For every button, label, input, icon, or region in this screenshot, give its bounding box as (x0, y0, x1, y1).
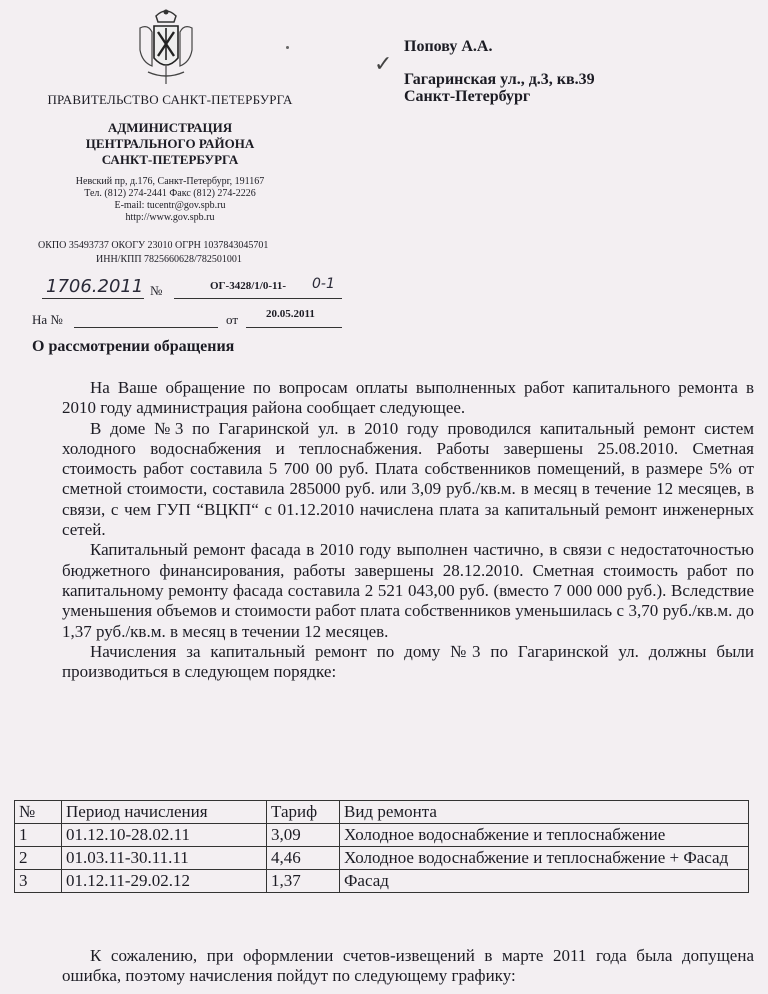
registration-line (32, 278, 342, 300)
codes-line-inn: ИНН/КПП 7825660628/782501001 (96, 254, 242, 265)
codes-line-okpo: ОКПО 35493737 ОКОГУ 23010 ОГРН 1037843045701 (38, 240, 269, 251)
sender-email: E-mail: tucentr@gov.spb.ru (114, 200, 226, 211)
cell-number: 1 (15, 824, 62, 847)
body-paragraph: Капитальный ремонт фасада в 2010 году выполнен частично, в связи с недостаточностью бюджетного финансирования, работы завершены 28.12.2010. Сметная стоимость работ по капитальному ремонту фасада составила 2 521 043,00 руб. (вместо 7 000 000 руб.). Вследствие уменьшения объемов и стоимости работ плата собственников уменьшилась с 3,70 руб./кв.м. до 1,37 руб./кв.м. в месяц в течении 12 месяцев. (62, 540, 754, 641)
addressee-city: Санкт-Петербург (404, 88, 531, 105)
addressee-street: Гагаринская ул., д.3, кв.39 (404, 71, 595, 88)
table-header-row (15, 801, 749, 824)
letter-footer (62, 946, 754, 987)
cell-repair-type: Холодное водоснабжение и теплоснабжение (340, 824, 749, 847)
body-paragraph: В доме №3 по Гагаринской ул. в 2010 году проводился капитальный ремонт систем холодного водоснабжения и теплоснабжения. Работы завершены 25.08.2010. Сметная стоимость работ составила 5 700 00 руб. Плата собственников помещений, в размере 5% от сметной стоимости, составила 285000 руб. или 3,09 руб./кв.м. в месяц в течение 12 месяцев, в связи, с чем ГУП “ВЦКП“ с 01.12.2010 начислена плата за капитальный ремонт инженерных сетей. (62, 418, 754, 540)
letter-body (62, 378, 754, 682)
table-row (15, 870, 749, 893)
cell-number: 3 (15, 870, 62, 893)
coat-of-arms-emblem (134, 6, 198, 86)
cell-repair-type: Фасад (340, 870, 749, 893)
sender-website: http://www.gov.spb.ru (125, 212, 215, 223)
addressee-name: Попову А.А. (404, 38, 493, 55)
sender-address: Невский пр, д.176, Санкт-Петербург, 191167 (75, 176, 265, 187)
table-row (15, 847, 749, 870)
cell-tariff: 1,37 (267, 870, 340, 893)
letter-subject: О рассмотрении обращения (32, 338, 235, 355)
header-period: Период начисления (62, 801, 267, 824)
cell-tariff: 4,46 (267, 847, 340, 870)
admin-line: ЦЕНТРАЛЬНОГО РАЙОНА (85, 136, 255, 151)
footer-paragraph: К сожалению, при оформлении счетов-извещений в марте 2011 года была допущена ошибка, поэтому начисления пойдут по следующему графику: (62, 946, 754, 986)
contact-details (0, 176, 340, 224)
sender-phone-fax: Тел. (812) 274-2441 Факс (812) 274-2226 (84, 188, 256, 199)
cell-repair-type: Холодное водоснабжение и теплоснабжение + Фасад (340, 847, 749, 870)
date-underline (42, 298, 144, 299)
admin-line: САНКТ-ПЕТЕРБУРГА (101, 152, 239, 167)
cell-period: 01.03.11-30.11.11 (62, 847, 267, 870)
reference-date: 20.05.2011 (266, 308, 315, 320)
header-number: № (15, 801, 62, 824)
number-underline (174, 298, 342, 299)
reference-label: На № (32, 312, 63, 327)
cell-period: 01.12.10-28.02.11 (62, 824, 267, 847)
cell-number: 2 (15, 847, 62, 870)
header-repair-type: Вид ремонта (340, 801, 749, 824)
ref-date-underline (246, 327, 342, 328)
government-name: ПРАВИТЕЛЬСТВО САНКТ-ПЕТЕРБУРГА (47, 92, 293, 107)
addressee-block (404, 38, 595, 105)
handwritten-date: 1706.2011 (46, 276, 144, 297)
table-row (15, 824, 749, 847)
organization-codes (38, 239, 268, 267)
administration-name (0, 120, 340, 168)
admin-line: АДМИНИСТРАЦИЯ (107, 120, 233, 135)
body-paragraph: Начисления за капитальный ремонт по дому №3 по Гагаринской ул. должны были производиться в следующем порядке: (62, 641, 754, 682)
cell-tariff: 3,09 (267, 824, 340, 847)
header-tariff: Тариф (267, 801, 340, 824)
reference-underline (74, 327, 218, 328)
checkmark-icon: ✓ (374, 52, 393, 77)
number-label: № (150, 283, 163, 298)
from-label: от (226, 312, 239, 327)
charges-table (14, 800, 749, 893)
reference-line (32, 310, 342, 330)
body-paragraph: На Ваше обращение по вопросам оплаты выполненных работ капитального ремонта в 2010 году администрация района сообщает следующее. (62, 378, 754, 418)
sender-block (0, 92, 340, 224)
ink-dot-mark (286, 46, 289, 49)
handwritten-number-suffix: 0-1 (312, 276, 335, 292)
outgoing-number: ОГ-3428/1/0-11- (210, 280, 287, 292)
cell-period: 01.12.11-29.02.12 (62, 870, 267, 893)
